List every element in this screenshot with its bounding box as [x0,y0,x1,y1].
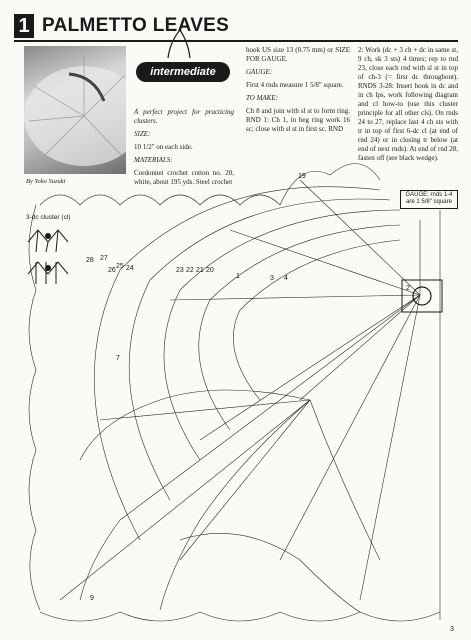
chart-number-19: 19 [298,173,306,180]
chart-outline [29,164,440,621]
rounds-text: 2: Work (dc + 3 ch + dc in same st, 9 ch, sk 3 sts) 4 times; rep to rnd 23, close each rnd with sl st in top of ch-3 (= first dc throughout). RNDS 3-28: Insert hook in dc and in ch lps, work following diagram and cl how-to (use this cluster principle for all other cls). On rnds 24 to 27, replace last 4 ch sts with tr in top of first 6-dc cl (at end of rnd 24) or in closing tr below (at end of next rnds). At end of rnd 28, fasten off (see black wedge). [358,46,458,162]
chart-number-22: 22 [186,267,194,274]
chart-number-23: 23 [176,267,184,274]
chart-number-24: 24 [126,265,134,272]
chart-number-25: 25 [116,263,124,270]
intro-text: A perfect project for practicing clusters. [134,108,234,125]
pattern-title: PALMETTO LEAVES [42,15,230,36]
to-make-heading: TO MAKE: [246,94,278,102]
photo-credit: By Yoko Suzuki [26,178,66,185]
size-text: 10 1/2" on each side. [134,143,193,151]
chart-number-3: 3 [270,275,274,282]
chart-number-1: 1 [236,273,240,280]
gauge-note-box [400,190,458,209]
chart-number-26: 26 [108,267,116,274]
skill-level-badge: intermediate [136,62,230,82]
chart-number-21: 21 [196,267,204,274]
materials-text: Cordonnet crochet cotton no. 20, white, about 195 yds. Steel crochet [134,169,234,186]
chart-number-2: 2 [406,285,410,292]
page-number: 3 [450,626,454,633]
gauge-text: First 4 rnds measure 1 5/8" square. [246,81,344,89]
chart-number-4: 4 [284,275,288,282]
to-make-text: Ch 8 and join with sl st to form ring. RND 1: Ch 1, in beg ring work 16 sc; close with sl st in first sc. RND [246,107,350,133]
chart-number-27: 27 [100,255,108,262]
materials-heading: MATERIALS: [134,156,173,164]
chart-number-20: 20 [206,267,214,274]
chart-number-28: 28 [86,257,94,264]
pattern-number: 1 [14,14,34,38]
size-heading: SIZE: [134,130,151,138]
chart-number-7: 7 [116,355,120,362]
chart-number-9: 9 [90,595,94,602]
gauge-heading: GAUGE: [246,68,273,76]
gauge-note-line2: are 1 5/8" square [406,199,452,205]
hook-text: hook US size 13 (0.75 mm) or SIZE FOR GAUGE. [246,46,350,63]
cluster-how-to-label: 3-dc cluster (cl) [26,214,71,221]
gauge-note-line1: GAUGE: rnds 1-4 [405,192,453,198]
